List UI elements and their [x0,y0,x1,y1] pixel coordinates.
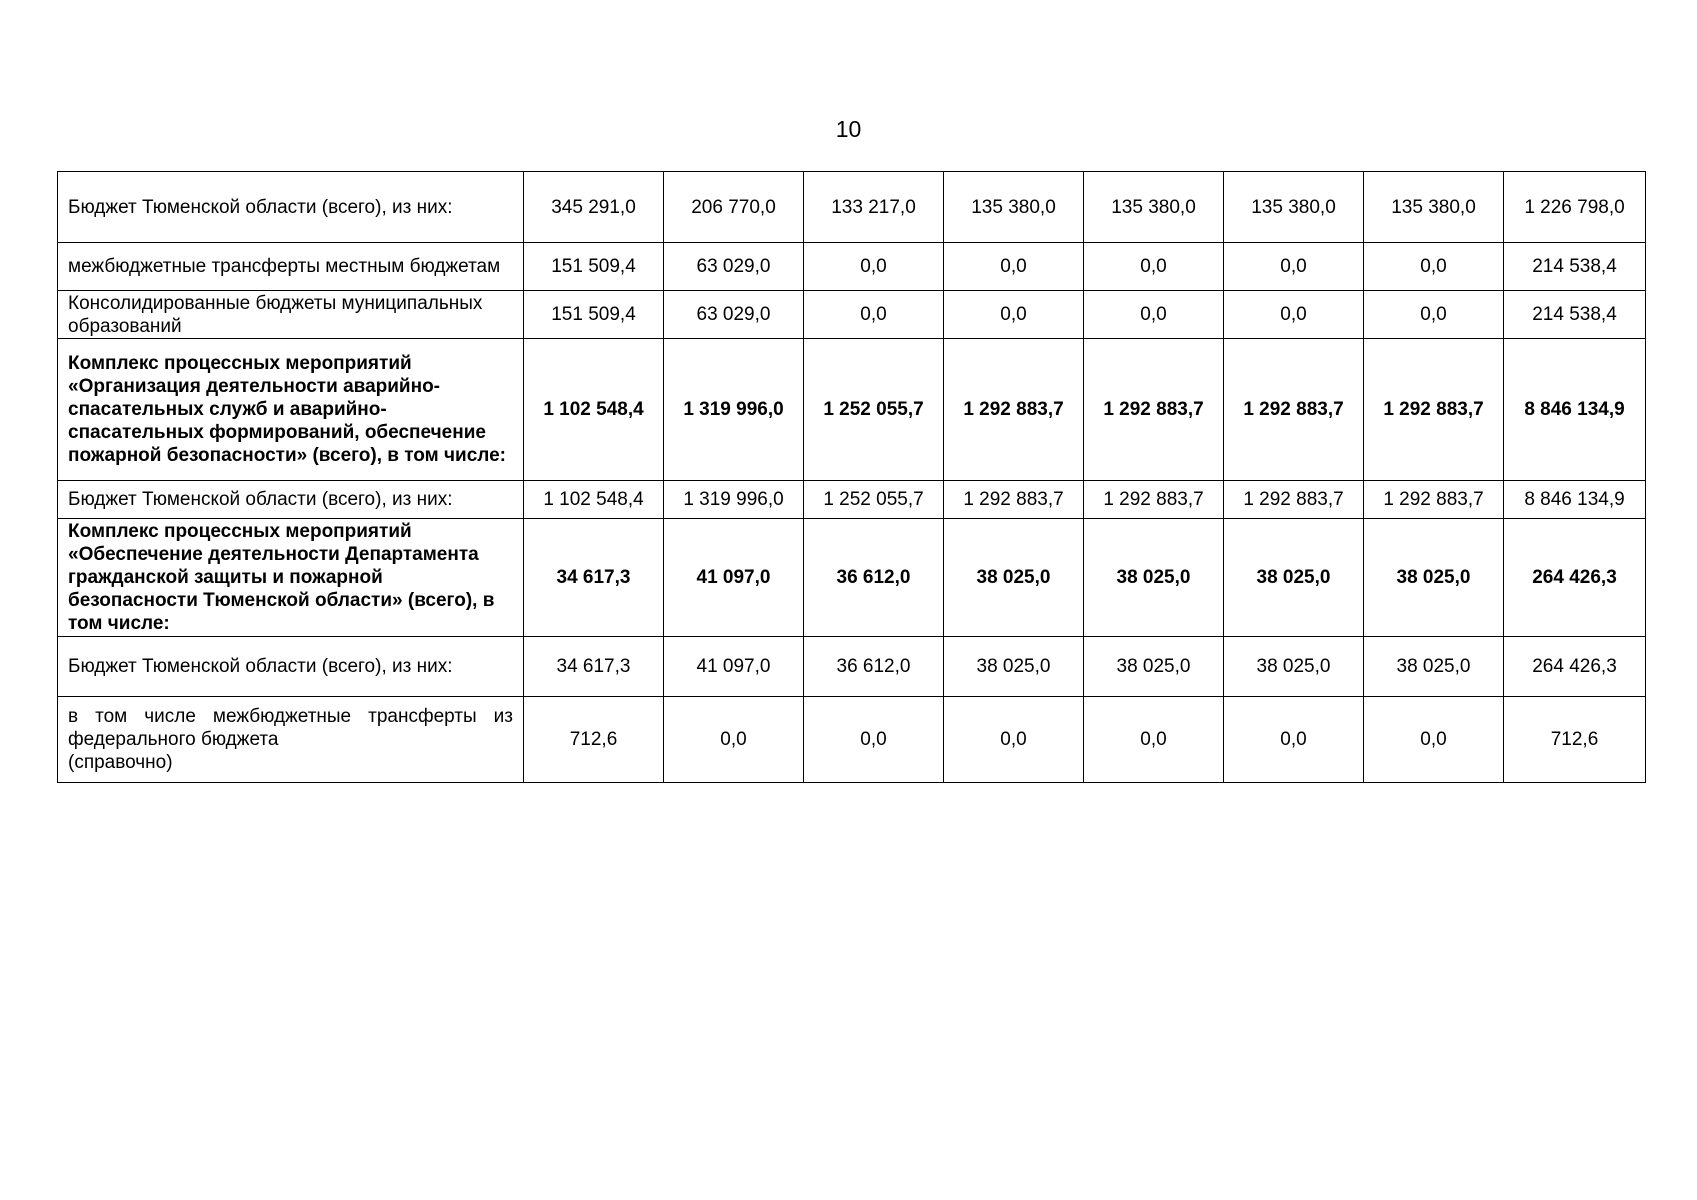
table-cell: 0,0 [664,697,804,783]
row-label-line: (справочно) [68,752,173,773]
table-cell: 38 025,0 [944,519,1084,637]
row-label: Бюджет Тюменской области (всего), из них: [58,637,524,697]
row-label: Бюджет Тюменской области (всего), из них: [58,481,524,519]
table-cell: 0,0 [804,697,944,783]
table-row [58,697,1646,783]
table-cell: 0,0 [1224,697,1364,783]
table-cell: 0,0 [1224,243,1364,291]
table-cell: 264 426,3 [1504,637,1646,697]
row-label-line: в том числе межбюджетные трансферты из федерального бюджета [68,706,513,750]
table-cell: 41 097,0 [664,637,804,697]
table-cell: 0,0 [1364,291,1504,339]
table-cell: 8 846 134,9 [1504,339,1646,481]
table-cell: 36 612,0 [804,519,944,637]
table-row [58,243,1646,291]
table-cell: 1 292 883,7 [1364,339,1504,481]
table-cell: 63 029,0 [664,243,804,291]
table-cell: 0,0 [1084,697,1224,783]
table-cell: 0,0 [1224,291,1364,339]
table-cell: 0,0 [944,243,1084,291]
table-cell: 1 292 883,7 [1364,481,1504,519]
table-cell: 135 380,0 [944,172,1084,243]
table-row [58,339,1646,481]
budget-table [57,171,1646,783]
row-label [58,697,524,783]
table-cell: 135 380,0 [1224,172,1364,243]
row-label: Бюджет Тюменской области (всего), из них: [58,172,524,243]
table-cell: 0,0 [1084,291,1224,339]
table-cell: 0,0 [944,697,1084,783]
table-cell: 0,0 [804,243,944,291]
table-cell: 1 319 996,0 [664,481,804,519]
table-cell: 38 025,0 [1224,637,1364,697]
table-cell: 0,0 [1364,243,1504,291]
table-cell: 1 292 883,7 [1224,339,1364,481]
row-label: Консолидированные бюджеты муниципальных образований [58,291,524,339]
table-cell: 712,6 [1504,697,1646,783]
table-cell: 8 846 134,9 [1504,481,1646,519]
table-cell: 38 025,0 [1364,637,1504,697]
table-cell: 38 025,0 [1224,519,1364,637]
table-cell: 264 426,3 [1504,519,1646,637]
table-cell: 1 102 548,4 [524,481,664,519]
table-cell: 38 025,0 [1084,637,1224,697]
table-cell: 1 292 883,7 [1084,481,1224,519]
row-label: межбюджетные трансферты местным бюджетам [58,243,524,291]
table-cell: 1 292 883,7 [1084,339,1224,481]
table-cell: 34 617,3 [524,519,664,637]
table-cell: 1 292 883,7 [944,481,1084,519]
table-cell: 345 291,0 [524,172,664,243]
table-cell: 133 217,0 [804,172,944,243]
table-row [58,172,1646,243]
table-cell: 41 097,0 [664,519,804,637]
table-row [58,291,1646,339]
row-label: Комплекс процессных мероприятий «Обеспечение деятельности Департамента гражданской защиты и пожарной безопасности Тюменской области» (всего), в том числе: [58,519,524,637]
table-cell: 1 292 883,7 [944,339,1084,481]
table-cell: 214 538,4 [1504,243,1646,291]
table-cell: 1 226 798,0 [1504,172,1646,243]
table-cell: 135 380,0 [1364,172,1504,243]
table-cell: 151 509,4 [524,243,664,291]
table-cell: 206 770,0 [664,172,804,243]
table-cell: 214 538,4 [1504,291,1646,339]
table-cell: 712,6 [524,697,664,783]
row-label: Комплекс процессных мероприятий «Организация деятельности аварийно-спасательных служб и аварийно-спасательных формирований, обеспечение пожарной безопасности» (всего), в том числе: [58,339,524,481]
table-row [58,519,1646,637]
table-cell: 36 612,0 [804,637,944,697]
table-cell: 38 025,0 [944,637,1084,697]
table-cell: 63 029,0 [664,291,804,339]
table-cell: 1 292 883,7 [1224,481,1364,519]
table-cell: 1 252 055,7 [804,339,944,481]
table-cell: 34 617,3 [524,637,664,697]
table-cell: 0,0 [944,291,1084,339]
table-cell: 38 025,0 [1084,519,1224,637]
table-cell: 0,0 [1084,243,1224,291]
table-cell: 38 025,0 [1364,519,1504,637]
table-cell: 135 380,0 [1084,172,1224,243]
page-number: 10 [835,116,862,142]
table-cell: 1 252 055,7 [804,481,944,519]
table-cell: 1 102 548,4 [524,339,664,481]
table-cell: 151 509,4 [524,291,664,339]
table-row [58,637,1646,697]
table-cell: 1 319 996,0 [664,339,804,481]
table-cell: 0,0 [804,291,944,339]
table-cell: 0,0 [1364,697,1504,783]
table-row [58,481,1646,519]
